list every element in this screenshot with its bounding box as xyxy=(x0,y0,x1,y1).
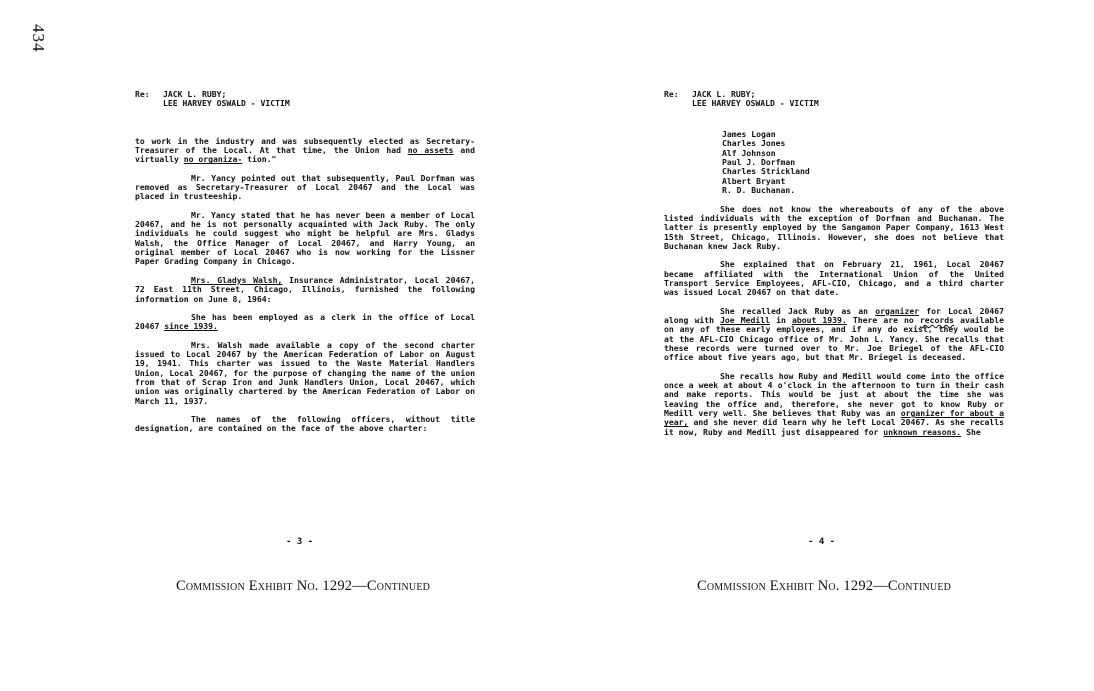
re-header xyxy=(664,90,1004,109)
list-item: Charles Strickland xyxy=(722,166,810,177)
text: She xyxy=(961,426,981,437)
text: She recalls how Ruby and Medill would come into the office once a week at about 4 o'clock in the afternoon to turn in their cash and make reports. This would be just at about the time she was leaving the office and, therefore, she never got to know Ruby or Medill very well. She believes that Ruby was an xyxy=(664,370,1004,419)
text: tion." xyxy=(242,154,277,165)
paragraph xyxy=(664,372,1004,437)
text: She recalled Jack Ruby as an xyxy=(720,305,876,316)
paragraph xyxy=(135,415,475,434)
folio-left: - 3 - xyxy=(286,537,314,547)
paragraph xyxy=(135,313,475,332)
left-body xyxy=(135,137,475,434)
re-label: Re: xyxy=(664,89,679,99)
list-item: Alf Johnson xyxy=(722,147,776,158)
page-number: 434 xyxy=(29,24,48,53)
text: Mr. Yancy pointed out that subsequently, Paul Dorfman was removed as Secretary-Treasurer of Local 20467 and the Local was placed in trusteeship. xyxy=(135,172,475,202)
text: There are no xyxy=(846,314,920,325)
text: Insurance Administrator, Local 20467, 72 East 11th Street, Chicago, Illinois, furnished the following information on June 8, 1964: xyxy=(135,274,475,304)
paragraph xyxy=(664,307,1004,363)
paragraph xyxy=(135,137,475,165)
text: Mrs. Walsh made available a copy of the second charter issued to Local 20467 by the American Federation of Labor on August 19, 1941. This charter was issued to the Waste Material Handlers Union, Local 20467, for the purpose of changing the name of the union from that of Scrap Iron and Junk Handlers Union, Local 20467, which union was originally chartered by the American Federation of Labor on March 11, 1937. xyxy=(135,339,475,406)
re-subject xyxy=(692,90,819,109)
text: in xyxy=(770,314,792,325)
underlined-text: about 1939. xyxy=(791,314,847,325)
underlined-text: Mrs. Gladys Walsh, xyxy=(191,274,283,285)
text: Mr. Yancy stated that he has never been a member of Local 20467, and he is not personally acquainted with Jack Ruby. The only individuals he could suggest who might be helpful are Mrs. Gladys Walsh, the Office Manager of Local 20467, and Harry Young, an original member of Local 20467 who is now working for the Lissner Paper Grading Company in Chicago. xyxy=(135,209,475,267)
re-subject-line2: LEE HARVEY OSWALD - VICTIM xyxy=(163,98,290,109)
list-item: Paul J. Dorfman xyxy=(722,156,796,167)
re-label: Re: xyxy=(135,89,150,99)
list-item: James Logan xyxy=(722,128,776,139)
paragraph xyxy=(664,260,1004,297)
underlined-text: organizer xyxy=(875,305,920,316)
text: for Local 20467 along with xyxy=(664,305,1004,325)
paragraph xyxy=(135,174,475,202)
re-header xyxy=(135,90,475,109)
underlined-text: organizer for about a year, xyxy=(664,408,1004,428)
underlined-text: no organiza- xyxy=(183,154,243,165)
re-subject-line1: JACK L. RUBY; xyxy=(163,89,227,99)
text: to work in the industry and was subsequently elected as Secretary-Treasurer of the Local. At that time, the Union had xyxy=(135,135,475,156)
re-subject xyxy=(163,90,290,109)
underlined-text: Joe Medill xyxy=(720,314,771,325)
underlined-text: unknown reasons. xyxy=(883,426,962,437)
re-subject-line1: JACK L. RUBY; xyxy=(692,89,756,99)
list-item: R. D. Buchanan. xyxy=(722,185,796,196)
re-subject-line2: LEE HARVEY OSWALD - VICTIM xyxy=(692,98,819,109)
caption-right: Commission Exhibit No. 1292—Continued xyxy=(697,578,952,594)
folio-right: - 4 - xyxy=(808,537,836,547)
list-item: Charles Jones xyxy=(722,138,786,149)
right-body xyxy=(664,130,1004,437)
text: The names of the following officers, without title designation, are contained on the face of the above charter: xyxy=(135,413,475,434)
text: available on any of these early employees, and if any do exist, they would be at the AFL-CIO Chicago office of Mr. John L. Yancy. She recalls that these records were turned over to Mr. Joe Briegel of the AFL-CIO office about five years ago, but that Mr. Briegel is deceased. xyxy=(664,314,1004,363)
right-page xyxy=(664,90,1004,446)
left-page xyxy=(135,90,475,443)
text: She does not know the whereabouts of any of the above listed individuals with the exception of Dorfman and Buchanan. The latter is presently employed by the Sangamon Paper Company, 1613 West 15th Street, Chicago, Illinois. However, she does not believe that Buchanan knew Jack Ruby. xyxy=(664,203,1004,251)
paragraph xyxy=(135,341,475,406)
text: She has been employed as a clerk in the office of Local 20467 xyxy=(135,311,475,332)
text: and virtually xyxy=(135,145,475,165)
caption-left: Commission Exhibit No. 1292—Continued xyxy=(176,578,431,594)
text: and she never did learn why he left Local 20467. As she recalls it now, Ruby and Medill just disappeared for xyxy=(664,417,1004,437)
underlined-text: records xyxy=(919,314,955,325)
paragraph xyxy=(135,276,475,304)
officer-names-list xyxy=(722,130,1004,196)
paragraph xyxy=(135,211,475,267)
underlined-text: since 1939. xyxy=(164,321,218,332)
list-item: Albert Bryant xyxy=(722,175,786,186)
underlined-text: no assets xyxy=(407,145,454,156)
paragraph xyxy=(664,205,1004,252)
text: She explained that on February 21, 1961, Local 20467 became affiliated with the International Union of the United Transport Service Employees, AFL-CIO, Chicago, and a third charter was issued Local 20467 on that date. xyxy=(664,259,1004,298)
